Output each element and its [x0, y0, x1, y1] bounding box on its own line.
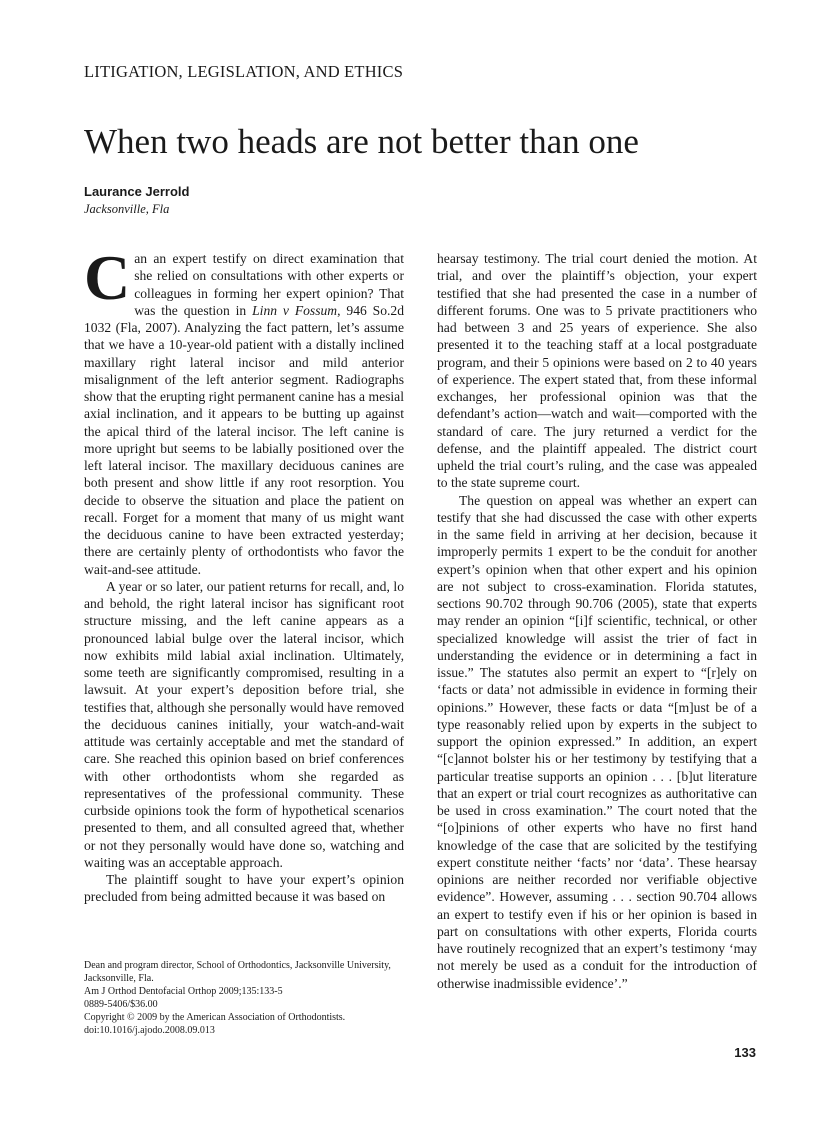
footnote-copyright: Copyright © 2009 by the American Association of Orthodontists. — [84, 1012, 346, 1023]
author-name: Laurance Jerrold — [84, 184, 190, 199]
drop-cap: C — [84, 242, 131, 313]
footnote-citation: Am J Orthod Dentofacial Orthop 2009;135:133-5 — [84, 986, 283, 997]
footnote-affiliation: Dean and program director, School of Orthodontics, Jacksonville University, Jacksonville, Fla. — [84, 960, 391, 984]
paragraph-text: , 946 So.2d 1032 (Fla, 2007). Analyzing the fact pattern, let’s assume that we have a 10-year-old patient with a distally inclined maxillary right lateral incisor and mild anterior misalignment of the left anterior segment. Radiographs show that the erupting right permanent canine has a mesial axial inclination, and it appears to be butting up against the apical third of the lateral incisor. The left canine is more upright but seems to be labially positioned over the left lateral incisor. The maxillary deciduous canines are both present and show little if any root resorption. You decide to observe the situation and place the patient on recall. Forget for a moment that many of us might want the deciduous canine to have been extracted yesterday; there are certainly plenty of orthodontists who favor the wait-and-see attitude. — [84, 302, 405, 577]
left-column — [84, 242, 405, 906]
article-title: When two heads are not better than one — [84, 122, 639, 161]
footnote — [84, 959, 404, 1037]
footnote-issn: 0889-5406/$36.00 — [84, 999, 158, 1010]
section-heading: LITIGATION, LEGISLATION, AND ETHICS — [84, 62, 404, 81]
right-column — [437, 250, 757, 992]
paragraph — [84, 242, 405, 578]
case-name: Linn v Fossum — [252, 302, 338, 318]
paragraph: The question on appeal was whether an expert can testify that she had discussed the case with other experts in the same field in arriving at her decision, because it improperly permits 1 expert to be the conduit for another expert’s opinion when that other expert and his opinion are not subject to cross-examination. Florida statutes, sections 90.702 through 90.706 (2005), state that experts may render an opinion “[i]f scientific, technical, or other specialized knowledge will assist the trier of fact in understanding the evidence or in determining a fact in issue.” The statutes also permit an expert to “[r]ely on ‘facts or data’ not admissible in evidence in forming their opinions.” However, these facts or data “[m]ust be of a type reasonably relied upon by experts in the subject to support the opinion expressed.” In addition, an expert “[c]annot bolster his or her testimony by testifying that a particular treatise supports an opinion . . . [b]ut literature that an expert or trial court recognizes as authoritative can be used in cross examination.” The court noted that the “[o]pinions of other experts who have no first hand knowledge of the case that are solicited by the testifying expert constitute neither ‘facts’ nor ‘data’. These hearsay opinions are neither recorded nor verifiable objective evidence”. However, assuming . . . section 90.704 allows an expert to testify even if his or her opinion is based in part on consultations with other experts, Florida courts have routinely recognized that an expert’s testimony ‘may not merely be used as a conduit for the introduction of otherwise inadmissible evidence’.” — [437, 492, 757, 991]
paragraph: A year or so later, our patient returns for recall, and, lo and behold, the right lateral incisor has significant root structure missing, and the left canine appears as a pronounced labial bulge over the lateral incisor, which now exhibits mild labial axial inclination. Ultimately, some teeth are significantly compromised, resulting in a lawsuit. At your expert’s deposition before trial, she testifies that, although she personally would have removed the deciduous canines initially, your watch-and-wait attitude was certainly acceptable and met the standard of care. She reached this opinion based on brief conferences with other orthodontists whom she regarded as representatives of the professional community. These curbside opinions took the form of hypothetical scenarios presented to them, and all consulted agreed that, whether or not they personally would have done so, watching and waiting was an acceptable approach. — [84, 578, 404, 870]
paragraph: The plaintiff sought to have your expert’s opinion precluded from being admitted because it was based on — [84, 872, 404, 905]
page-number: 133 — [734, 1045, 756, 1060]
footnote-doi[interactable]: doi:10.1016/j.ajodo.2008.09.013 — [84, 1025, 215, 1036]
paragraph: hearsay testimony. The trial court denied the motion. At trial, and over the plaintiff’s objection, your expert testified that she had presented the case in a number of different forums. One was to 5 private practitioners who had between 3 and 25 years of experience. She also presented it to the teaching staff at a local postgraduate program, and their 5 opinions were based on 2 to 40 years of experience. The expert stated that, from these informal exchanges, her professional opinion was that the defendant’s action—watch and wait—comported with the standard of care. The jury returned a verdict for the defense, and the plaintiff appealed. The district court upheld the trial court’s ruling, and the case was appealed to the state supreme court. — [437, 251, 757, 491]
author-location: Jacksonville, Fla — [84, 202, 170, 216]
paragraph-text: an an expert testify on direct examination that she relied on consultations with other experts or colleagues in forming her expert opinion? That was the question in — [134, 251, 404, 318]
